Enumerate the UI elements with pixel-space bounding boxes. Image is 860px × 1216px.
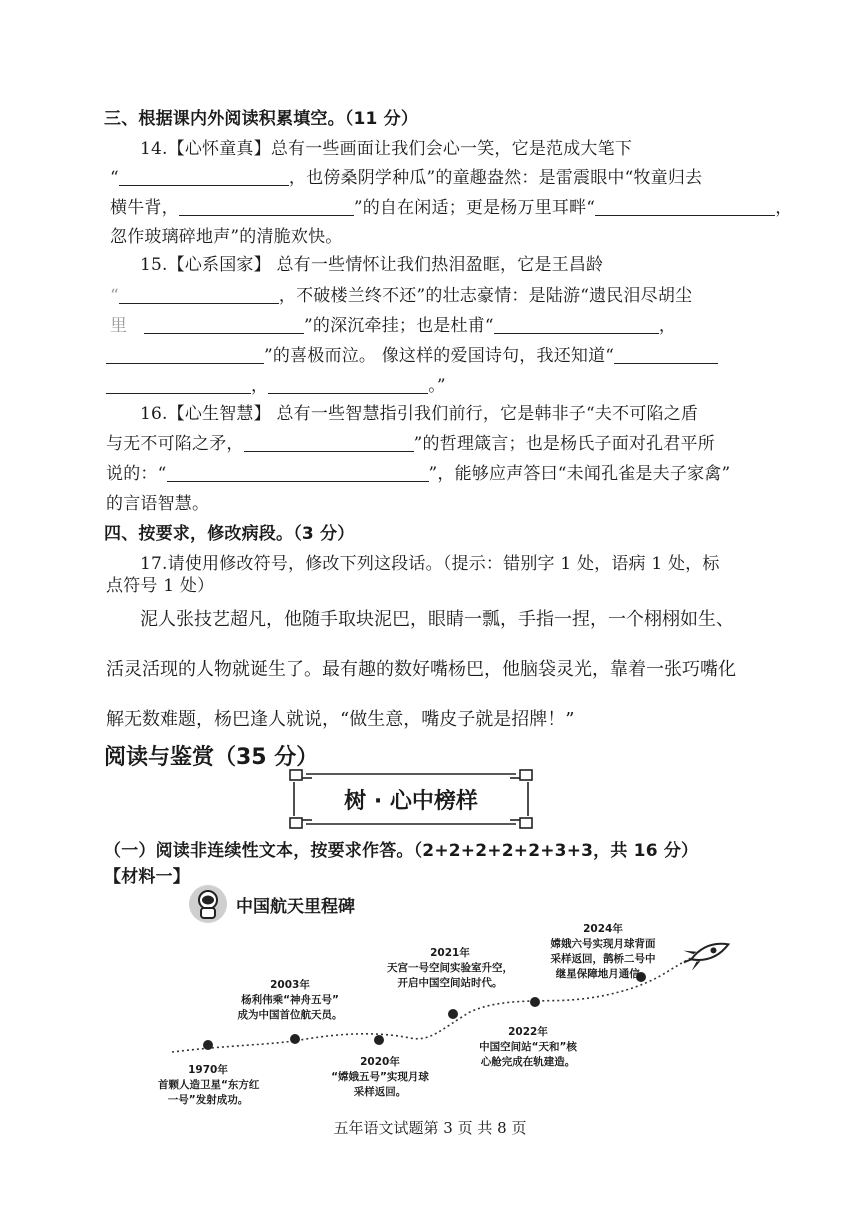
q15-blank7[interactable] (268, 376, 428, 394)
q14-line3 (110, 193, 792, 218)
q17-line1: 17.请使用修改符号，修改下列这段话。（提示：错别字 1 处，语病 1 处，标 (140, 554, 720, 574)
q15-blank2[interactable] (144, 316, 304, 334)
event-text: 杨利伟乘“神舟五号” (241, 994, 339, 1006)
event-year: 1970年 (188, 1064, 228, 1076)
timeline-dot-2003 (290, 1034, 300, 1044)
q15-blank3[interactable] (494, 316, 659, 334)
q15-text: 。” (428, 376, 446, 396)
material-label: 【材料一】 (104, 867, 190, 887)
q15-text: ， (251, 376, 269, 396)
event-year: 2021年 (430, 947, 470, 959)
q14-text: ， (775, 198, 793, 218)
q16-text: 与无不可陷之矛， (106, 434, 244, 454)
event-year: 2020年 (360, 1056, 400, 1068)
event-text: 采样返回，鹊桥二号中 (550, 953, 656, 965)
q16-text: ”，能够应声答曰“未闻孔雀是夫子家禽” (428, 464, 731, 484)
part1-heading: （一）阅读非连续性文本，按要求作答。（2+2+2+2+2+3+3，共 16 分） (104, 841, 699, 861)
q16-line1: 16.【心生智慧】 总有一些智慧指引我们前行，它是韩非子“夫不可陷之盾 (140, 404, 699, 424)
event-year: 2022年 (508, 1026, 548, 1038)
banner-title: 树 · 心中榜样 (344, 789, 478, 814)
banner-frame (288, 768, 534, 830)
event-text: “嫦娥五号”实现月球 (331, 1071, 429, 1083)
quote-open: “ (110, 168, 119, 188)
q14-text: ”的自在闲适；更是杨万里耳畔“ (353, 198, 596, 218)
event-year: 2024年 (583, 923, 623, 935)
q15-line5 (106, 371, 446, 396)
q14-blank1[interactable] (119, 168, 289, 186)
event-1970 (158, 1063, 258, 1108)
q17-line2: 点符号 1 处） (106, 576, 215, 596)
q14-blank3[interactable] (595, 198, 775, 216)
q14-text: 横牛背， (110, 198, 179, 218)
q16-blank2[interactable] (167, 464, 429, 482)
q14-blank2[interactable] (179, 198, 354, 216)
q16-line3 (106, 459, 730, 484)
q14-line1: 14.【心怀童真】总有一些画面让我们会心一笑，它是范成大笔下 (140, 139, 633, 159)
event-year: 2003年 (270, 979, 310, 991)
faulty-paragraph-line2: 活灵活现的人物就诞生了。最有趣的数好嘴杨巴，他脑袋灵光，靠着一张巧嘴化 (106, 659, 736, 680)
event-text: 继星保障地月通信。 (555, 968, 651, 980)
q15-line3 (110, 311, 676, 336)
q15-line4 (106, 341, 718, 366)
timeline-dot-2020 (374, 1035, 384, 1045)
event-text: 中国空间站“天和”核 (479, 1041, 577, 1053)
q16-line2 (106, 429, 715, 454)
q15-line2 (110, 281, 692, 306)
q15-text: ”的深沉牵挂；也是杜甫“ (304, 316, 494, 336)
section4-heading: 四、按要求，修改病段。（3 分） (104, 524, 355, 544)
timeline-dot-2021 (448, 1009, 458, 1019)
event-2024 (538, 922, 668, 982)
astronaut-icon (188, 884, 228, 924)
page-footer: 五年语文试题第 3 页 共 8 页 (333, 1119, 527, 1137)
q15-text: ， (658, 316, 677, 336)
q15-blank6[interactable] (106, 376, 251, 394)
q16-line4: 的言语智慧。 (106, 494, 210, 514)
event-2022 (468, 1025, 588, 1070)
infographic-title: 中国航天里程碑 (236, 897, 355, 917)
event-text: 开启中国空间站时代。 (397, 977, 503, 989)
event-2020 (325, 1055, 435, 1100)
q16-blank1[interactable] (244, 434, 414, 452)
quote-open: “ (110, 286, 119, 306)
event-text: 采样返回。 (353, 1086, 407, 1098)
q15-line1: 15.【心系国家】 总有一些情怀让我们热泪盈眶，它是王昌龄 (140, 255, 604, 275)
event-text: 天宫一号空间实验室升空， (387, 962, 513, 974)
q15-text: ”的喜极而泣。 像这样的爱国诗句，我还知道“ (264, 346, 615, 366)
q14-line4: 忽作玻璃碎地声”的清脆欢快。 (110, 227, 343, 247)
section3-heading: 三、根据课内外阅读积累填空。（11 分） (104, 109, 419, 129)
q14-text: ，也傍桑阴学种瓜”的童趣盎然：是雷震眼中“牧童归去 (288, 168, 703, 188)
event-text: 一号”发射成功。 (167, 1094, 249, 1106)
q15-blank4[interactable] (106, 346, 264, 364)
faulty-paragraph-line1: 泥人张技艺超凡，他随手取块泥巴，眼睛一瓢，手指一捏，一个栩栩如生、 (140, 609, 734, 630)
q16-text: 说的：“ (106, 464, 167, 484)
q16-text: ”的哲理箴言；也是杨氏子面对孔君平所 (413, 434, 715, 454)
q14-line2 (110, 163, 702, 188)
event-text: 嫦娥六号实现月球背面 (550, 938, 656, 950)
q15-text: ，不破楼兰终不还”的壮志豪情：是陆游“遗民泪尽胡尘 (278, 286, 693, 306)
event-text: 心舱完成在轨建造。 (480, 1056, 576, 1068)
q15-text: 里 (110, 316, 128, 336)
timeline-dot-2022 (530, 997, 540, 1007)
q15-blank5[interactable] (614, 346, 718, 364)
reading-heading: 阅读与鉴赏（35 分） (104, 745, 319, 770)
event-text: 成为中国首位航天员。 (237, 1009, 343, 1021)
q15-blank1[interactable] (119, 286, 279, 304)
faulty-paragraph-line3: 解无数难题，杨巴逢人就说，“做生意，嘴皮子就是招牌！” (106, 709, 575, 730)
event-text: 首颗人造卫星“东方红 (158, 1079, 260, 1091)
event-2003 (230, 978, 350, 1023)
event-2021 (380, 946, 520, 991)
rocket-icon (680, 936, 734, 970)
timeline-dot-1970 (203, 1040, 213, 1050)
